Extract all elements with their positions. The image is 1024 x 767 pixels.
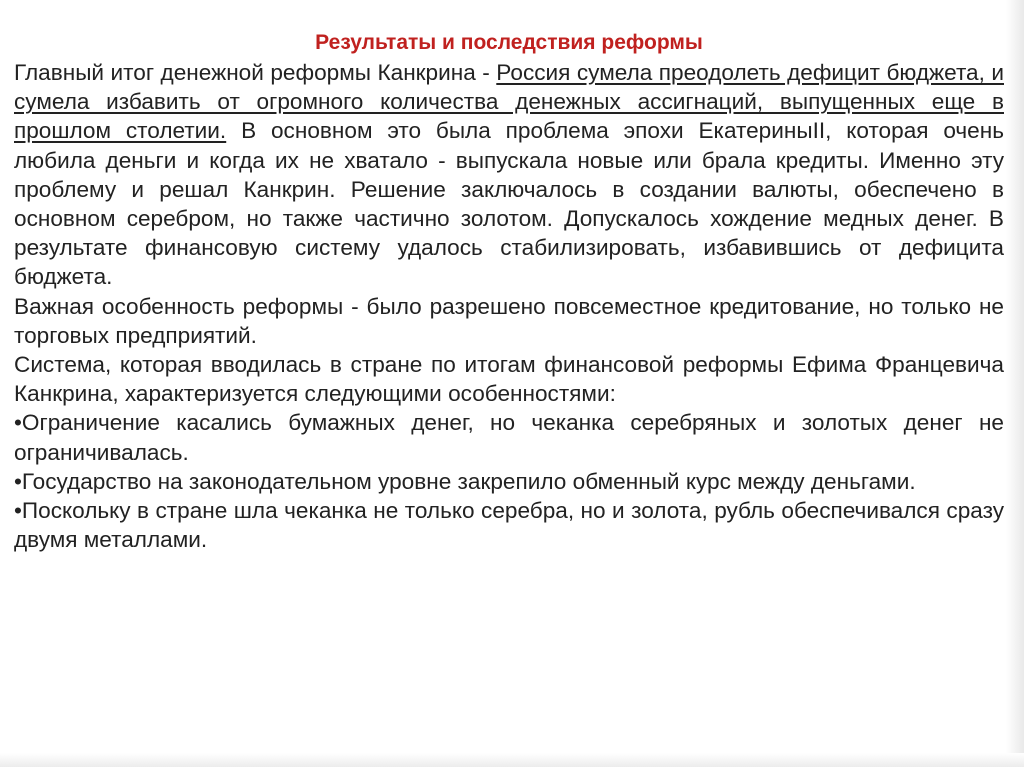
page-edge-shadow-bottom — [0, 753, 1024, 767]
paragraph-main-result-intro: Главный итог денежной реформы Канкрина - — [14, 60, 497, 85]
paragraph-system-features: Система, которая вводилась в стране по итогам финансовой реформы Ефима Францевича Канкрина, характеризуется следующими особенностями: — [14, 352, 1004, 407]
slide-content — [14, 28, 1004, 554]
paragraph-main-result — [14, 58, 1004, 292]
paragraph-main-result-rest: В основном это была проблема эпохи ЕкатериныII, которая очень любила деньги и когда их не хватало - выпускала новые или брала кредиты. Именно эту проблему и решал Канкрин. Решение заключалось в создании валюты, обеспечено в основном серебром, но также частично золотом. Допускалось хождение медных денег. В результате финансовую систему удалось стабилизировать, избавившись от дефицита бюджета. — [14, 118, 1004, 290]
paragraph-credit-feature: Важная особенность реформы - было разрешено повсеместное кредитование, но только не торговых предприятий. — [14, 293, 1004, 348]
bullet-item-two-metals: •Поскольку в стране шла чеканка не только серебра, но и золота, рубль обеспечивался сразу двумя металлами. — [14, 498, 1004, 553]
paragraph-main-result-underlined: Россия сумела преодолеть дефицит бюджета, и сумела избавить от огромного количества денежных ассигнаций, выпущенных еще в прошлом столетии. — [14, 60, 1004, 144]
bullet-item-exchange-rate: •Государство на законодательном уровне закрепило обменный курс между деньгами. — [14, 468, 916, 494]
slide-title: Результаты и последствия реформы — [315, 31, 703, 54]
page-edge-shadow-right — [1006, 0, 1024, 767]
bullet-item-paper-money: •Ограничение касались бумажных денег, но чеканка серебряных и золотых денег не ограничивалась. — [14, 410, 1004, 465]
